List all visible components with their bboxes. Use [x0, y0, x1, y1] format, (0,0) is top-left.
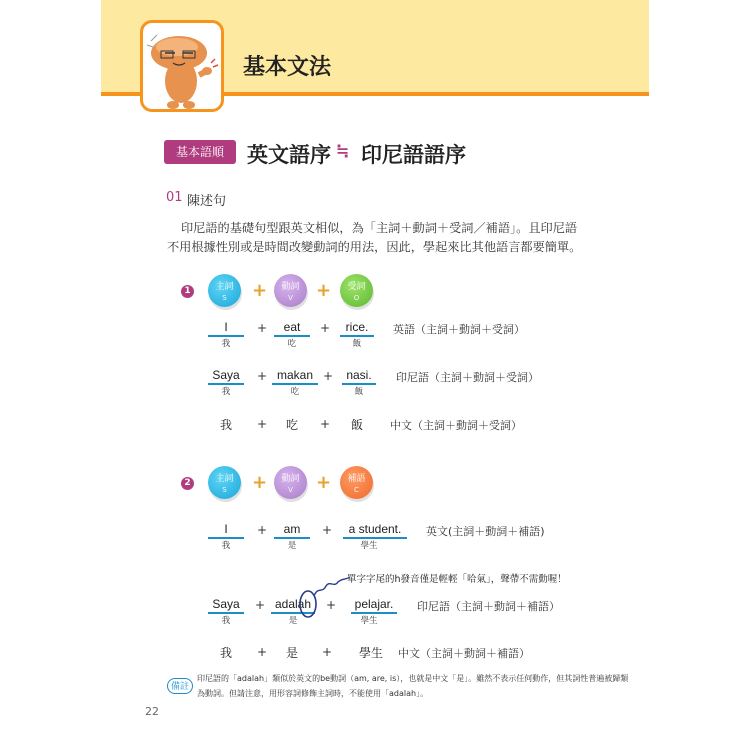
note-badge: 備註	[167, 678, 193, 694]
plus-sign: +	[323, 369, 334, 383]
plus-sign: +	[257, 369, 268, 383]
word-indonesian-verb: adalah	[271, 597, 315, 614]
row-label: 印尼語（主詞＋動詞＋受詞）	[396, 371, 539, 384]
subject-ball: 主詞 S	[208, 274, 241, 307]
page-title: 基本文法	[243, 55, 332, 80]
paragraph-line-1: 印尼語的基礎句型跟英文相似，為「主詞＋動詞＋受詞／補語」。且印尼語	[181, 221, 578, 235]
row-label: 中文（主詞＋動詞＋補語）	[398, 647, 530, 660]
pattern-number-1: 1	[181, 285, 194, 298]
word-indonesian-subject: Saya	[208, 597, 244, 614]
word-indonesian-verb: makan	[272, 368, 318, 385]
approx-icon: ≒	[336, 141, 350, 160]
mascot-illustration	[140, 20, 224, 112]
word-indonesian-subject: Saya	[208, 368, 244, 385]
gloss: 是	[288, 616, 298, 626]
gloss: 是	[287, 541, 297, 551]
plus-icon: +	[252, 280, 268, 301]
verb-ball: 動詞 V	[274, 274, 307, 307]
plus-sign: +	[257, 417, 268, 431]
gloss: 我	[221, 387, 231, 397]
plus-sign: +	[320, 321, 331, 335]
subject-ball: 主詞 S	[208, 466, 241, 499]
row-label: 印尼語（主詞＋動詞＋補語）	[417, 600, 560, 613]
gloss: 我	[221, 616, 231, 626]
section-tag: 基本語順	[164, 140, 236, 164]
gloss: 學生	[360, 541, 378, 551]
page-number: 22	[145, 705, 159, 718]
plus-sign: +	[257, 645, 268, 659]
complement-ball: 補語 C	[340, 466, 373, 499]
heading-english-order: 英文語序	[247, 143, 331, 167]
word-english-subject: I	[208, 320, 244, 337]
plus-sign: +	[257, 321, 268, 335]
note-line-2: 為動詞。但請注意，用形容詞修飾主詞時，不能使用「adalah」。	[197, 689, 429, 698]
gloss: 飯	[352, 339, 362, 349]
plus-icon: +	[316, 472, 332, 493]
plus-sign: +	[326, 598, 337, 612]
plus-icon: +	[316, 280, 332, 301]
gloss: 吃	[290, 387, 300, 397]
pattern-number-2: 2	[181, 477, 194, 490]
word-chinese-subject: 我	[219, 418, 232, 432]
word-chinese-complement: 學生	[358, 646, 383, 660]
word-english-verb: am	[274, 522, 310, 539]
plus-icon: +	[252, 472, 268, 493]
word-chinese-verb: 是	[285, 646, 298, 660]
gloss: 我	[221, 339, 231, 349]
subsection-title: 陳述句	[187, 194, 227, 209]
paragraph-line-2: 不用根據性別或是時間改變動詞的用法，因此，學起來比其他語言都要簡單。	[167, 240, 582, 254]
word-english-complement: a student.	[343, 522, 407, 539]
plus-sign: +	[257, 523, 268, 537]
word-indonesian-complement: pelajar.	[351, 597, 397, 614]
word-english-subject: I	[208, 522, 244, 539]
note-line-1: 印尼語的「adalah」類似於英文的be動詞（am, are, is），也就是中文「是」。雖然不表示任何動作，但其詞性普遍被歸類	[197, 674, 629, 683]
object-ball: 受詞 O	[340, 274, 373, 307]
word-english-verb: eat	[274, 320, 310, 337]
row-label: 英文(主詞＋動詞＋補語)	[426, 525, 545, 538]
subsection-number: 01	[166, 190, 183, 205]
gloss: 飯	[354, 387, 364, 397]
word-english-object: rice.	[340, 320, 374, 337]
word-chinese-subject: 我	[219, 646, 232, 660]
plus-sign: +	[322, 645, 333, 659]
heading-indonesian-order: 印尼語語序	[361, 143, 466, 167]
handwritten-circle-arrow-icon	[296, 574, 352, 624]
word-chinese-object: 飯	[350, 418, 363, 432]
plus-sign: +	[320, 417, 331, 431]
word-chinese-verb: 吃	[285, 418, 298, 432]
gloss: 學生	[360, 616, 378, 626]
plus-sign: +	[255, 598, 266, 612]
gloss: 我	[221, 541, 231, 551]
handwritten-note: 單字字尾的h發音僅是輕輕「哈氣」，聲帶不需動喔！	[347, 574, 567, 585]
word-indonesian-object: nasi.	[342, 368, 376, 385]
gloss: 吃	[287, 339, 297, 349]
plus-sign: +	[322, 523, 333, 537]
row-label: 中文（主詞＋動詞＋受詞）	[390, 419, 522, 432]
row-label: 英語（主詞＋動詞＋受詞）	[393, 323, 525, 336]
verb-ball: 動詞 V	[274, 466, 307, 499]
